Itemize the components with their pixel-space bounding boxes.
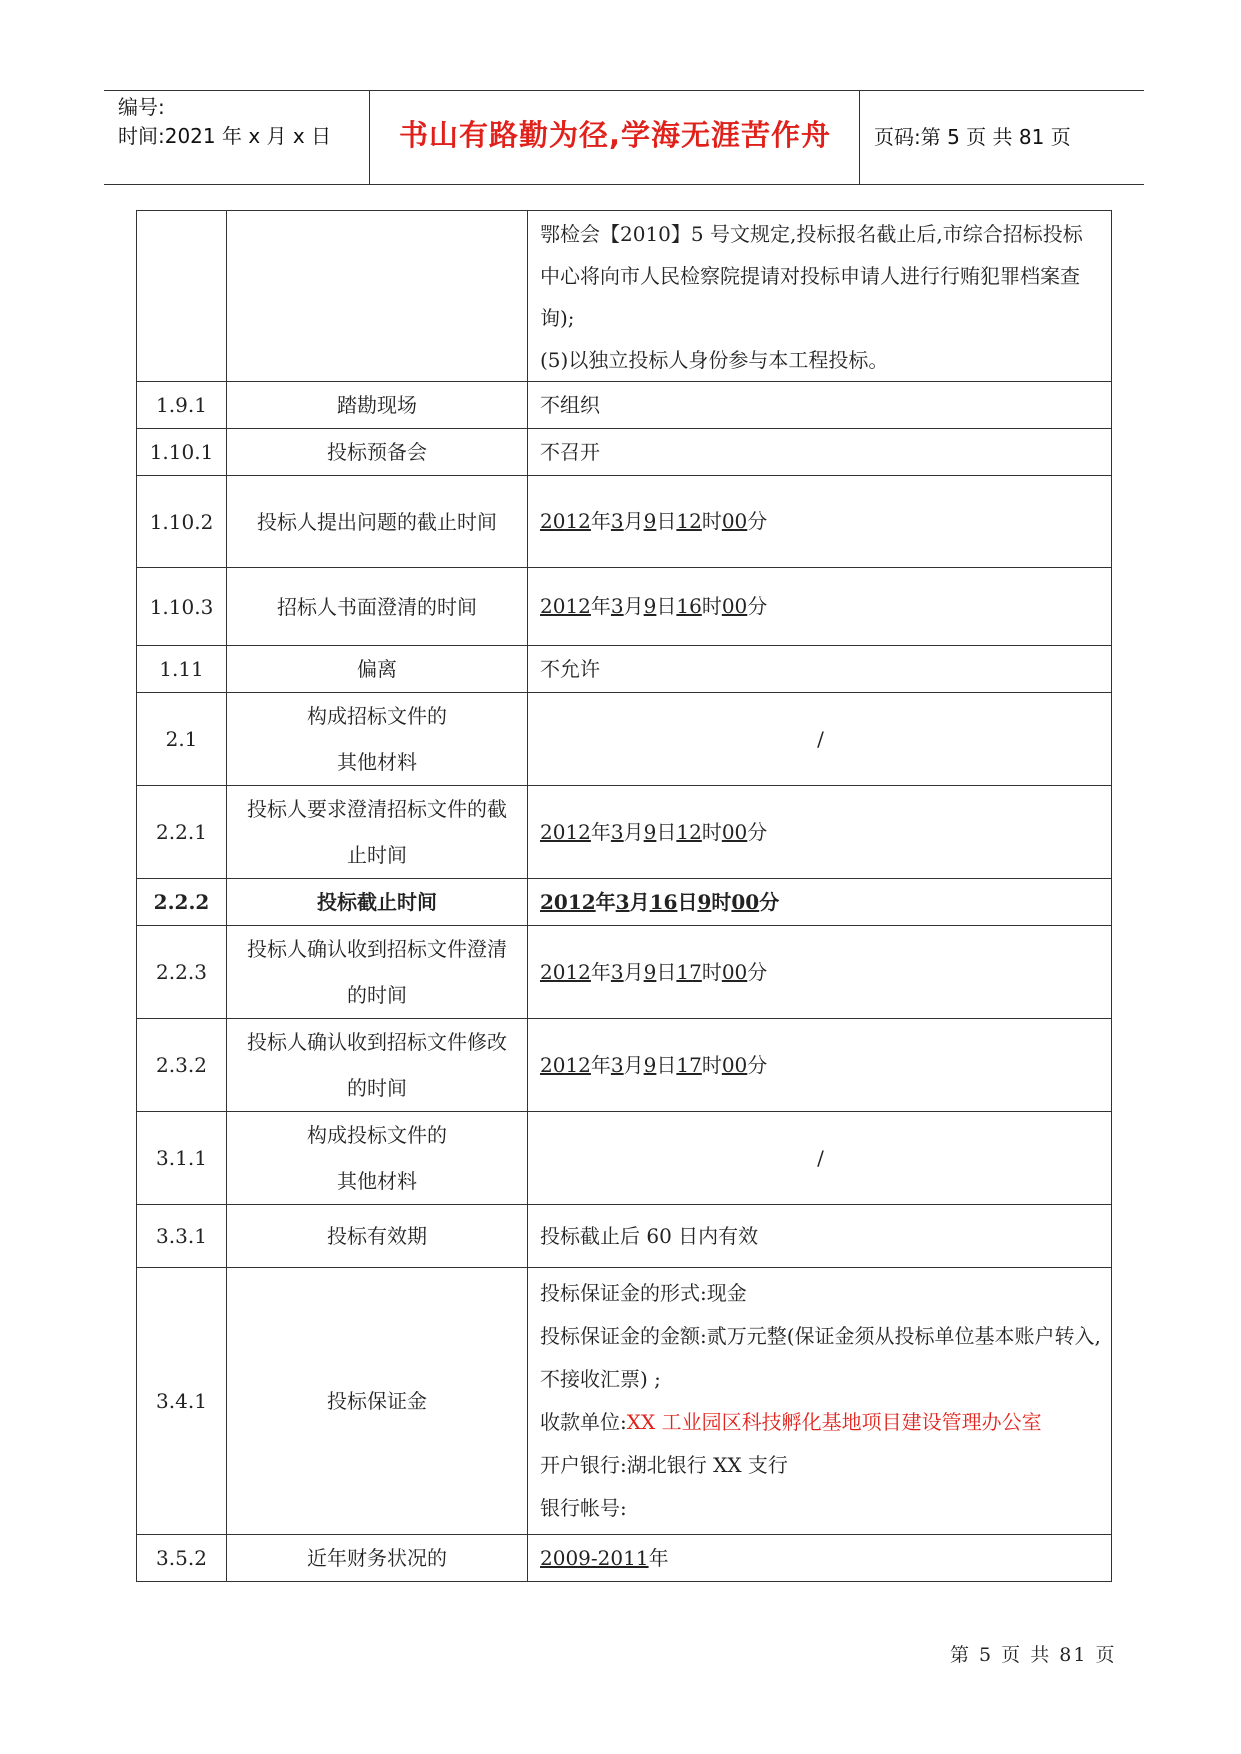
- date-y-value: 2012: [540, 509, 591, 533]
- row-date: [528, 879, 1112, 926]
- row-content: 不允许: [528, 646, 1112, 693]
- row-number: 3.5.2: [137, 1535, 227, 1582]
- payee-label: 收款单位:: [540, 1410, 627, 1434]
- table-row: [137, 786, 1112, 879]
- date-mi-value: 00: [721, 594, 748, 618]
- date-h-value: 17: [676, 1052, 702, 1077]
- row-date: [528, 1019, 1112, 1112]
- date-y-value: 2012: [540, 959, 591, 984]
- date-y-unit: 年: [590, 959, 611, 984]
- row-item-line: 构成投标文件的: [307, 1123, 447, 1147]
- row-content: 不组织: [528, 382, 1112, 429]
- row-item: 近年财务状况的: [227, 1535, 528, 1582]
- row-number: 1.10.1: [137, 429, 227, 476]
- date-d-unit: 日: [656, 1052, 677, 1077]
- date-h-unit: 时: [701, 959, 722, 984]
- content-line: 投标保证金的金额:贰万元整(保证金须从投标单位基本账户转入,不接收汇票) ;: [540, 1324, 1101, 1391]
- row-item-line: 构成招标文件的: [307, 704, 447, 728]
- table-row: [137, 926, 1112, 1019]
- row-number: 1.10.2: [137, 476, 227, 568]
- date-d-unit: 日: [656, 959, 677, 984]
- row-item-line: 其他材料: [337, 750, 417, 774]
- table-row: [137, 382, 1112, 429]
- date-y-unit: 年: [590, 509, 611, 533]
- date-mi-value: 00: [721, 1052, 748, 1077]
- row-item: [227, 693, 528, 786]
- table-row: [137, 568, 1112, 646]
- date-d-unit: 日: [677, 889, 698, 914]
- date-m-value: 3: [615, 889, 630, 914]
- content-line: 投标保证金的形式:现金: [540, 1281, 747, 1305]
- date-h-value: 17: [676, 959, 702, 984]
- date-y-value: 2012: [540, 594, 591, 618]
- row-date: [528, 568, 1112, 646]
- row-content: [528, 211, 1112, 382]
- date-m-value: 3: [610, 959, 624, 984]
- date-y-unit: 年: [595, 889, 616, 914]
- row-item: 投标人提出问题的截止时间: [227, 476, 528, 568]
- row-item: 投标人确认收到招标文件澄清的时间: [227, 926, 528, 1019]
- table-row: [137, 693, 1112, 786]
- date-d-value: 9: [643, 509, 657, 533]
- row-content: 不召开: [528, 429, 1112, 476]
- date-h-unit: 时: [701, 509, 722, 533]
- row-number: 2.3.2: [137, 1019, 227, 1112]
- row-number: [137, 211, 227, 382]
- date-h-unit: 时: [711, 889, 732, 914]
- years-suffix: 年: [648, 1545, 669, 1570]
- date-d-value: 9: [643, 1052, 657, 1077]
- table-row: [137, 1268, 1112, 1535]
- motto: 书山有路勤为径,学海无涯苦作舟: [398, 118, 832, 152]
- date-h-value: 16: [676, 594, 702, 618]
- date-y-unit: 年: [590, 819, 611, 844]
- date-h-value: 9: [697, 889, 712, 914]
- row-content: /: [528, 1112, 1112, 1205]
- date-d-value: 9: [643, 959, 657, 984]
- date-m-value: 3: [610, 509, 624, 533]
- row-item: 偏离: [227, 646, 528, 693]
- payee-line: [540, 1401, 1101, 1444]
- date-m-unit: 月: [623, 594, 644, 618]
- date-h-unit: 时: [701, 1052, 722, 1077]
- date-d-value: 9: [643, 594, 657, 618]
- date-mi-unit: 分: [747, 509, 768, 533]
- header-left: [118, 93, 331, 151]
- row-number: 2.1: [137, 693, 227, 786]
- table-row: [137, 1535, 1112, 1582]
- date-d-value: 9: [643, 819, 657, 844]
- date-h-value: 12: [676, 509, 702, 533]
- row-item: 投标人要求澄清招标文件的截止时间: [227, 786, 528, 879]
- date-m-value: 3: [610, 594, 624, 618]
- row-number: 2.2.3: [137, 926, 227, 1019]
- date-mi-unit: 分: [747, 594, 768, 618]
- date-h-unit: 时: [701, 594, 722, 618]
- table-row: [137, 211, 1112, 382]
- date-h-unit: 时: [701, 819, 722, 844]
- date-mi-value: 00: [721, 509, 748, 533]
- row-number: 2.2.2: [137, 879, 227, 926]
- date-m-unit: 月: [623, 1052, 644, 1077]
- date-y-value: 2012: [540, 889, 596, 914]
- payee-name: XX 工业园区科技孵化基地项目建设管理办公室: [626, 1410, 1042, 1434]
- row-content: [528, 1535, 1112, 1582]
- date-mi-unit: 分: [747, 959, 768, 984]
- row-item: 投标截止时间: [227, 879, 528, 926]
- page-header: [104, 90, 1144, 185]
- row-item: 投标保证金: [227, 1268, 528, 1535]
- row-date: [528, 786, 1112, 879]
- page-label: 页码:第 5 页 共 81 页: [874, 125, 1071, 149]
- content-line: (5)以独立投标人身份参与本工程投标。: [540, 348, 889, 372]
- time-label: 时间:2021 年 x 月 x 日: [118, 124, 332, 148]
- date-d-unit: 日: [656, 509, 677, 533]
- date-m-unit: 月: [629, 889, 650, 914]
- row-item: [227, 1112, 528, 1205]
- number-label: 编号:: [118, 95, 165, 119]
- date-h-value: 12: [676, 819, 702, 844]
- table-row: [137, 879, 1112, 926]
- date-mi-unit: 分: [747, 1052, 768, 1077]
- date-m-unit: 月: [623, 959, 644, 984]
- table-row: [137, 646, 1112, 693]
- row-date: [528, 476, 1112, 568]
- row-item: [227, 211, 528, 382]
- date-d-unit: 日: [656, 594, 677, 618]
- row-item: 投标人确认收到招标文件修改的时间: [227, 1019, 528, 1112]
- row-number: 1.9.1: [137, 382, 227, 429]
- table-row: [137, 1112, 1112, 1205]
- account-line: 银行帐号:: [540, 1496, 627, 1520]
- row-number: 3.1.1: [137, 1112, 227, 1205]
- row-number: 3.4.1: [137, 1268, 227, 1535]
- date-mi-value: 00: [721, 959, 748, 984]
- date-m-value: 3: [610, 1052, 624, 1077]
- row-number: 1.10.3: [137, 568, 227, 646]
- table-row: [137, 476, 1112, 568]
- row-item: 投标有效期: [227, 1205, 528, 1268]
- bid-info-table: [136, 210, 1112, 1582]
- content-line: 鄂检会【2010】5 号文规定,投标报名截止后,市综合招标投标中心将向市人民检察院提请对投标申请人进行行贿犯罪档案查询);: [540, 222, 1083, 330]
- date-y-value: 2012: [540, 1052, 591, 1077]
- date-y-value: 2012: [540, 819, 591, 844]
- date-y-unit: 年: [590, 594, 611, 618]
- date-m-unit: 月: [623, 819, 644, 844]
- date-mi-value: 00: [731, 889, 760, 914]
- row-content: 投标截止后 60 日内有效: [528, 1205, 1112, 1268]
- date-d-unit: 日: [656, 819, 677, 844]
- date-mi-unit: 分: [747, 819, 768, 844]
- page-footer: 第 5 页 共 81 页: [950, 1644, 1117, 1666]
- bank-line: 开户银行:湖北银行 XX 支行: [540, 1453, 788, 1477]
- date-y-unit: 年: [590, 1052, 611, 1077]
- row-content: /: [528, 693, 1112, 786]
- row-number: 3.3.1: [137, 1205, 227, 1268]
- row-number: 1.11: [137, 646, 227, 693]
- years-value: 2009-2011: [540, 1545, 649, 1570]
- table-row: [137, 429, 1112, 476]
- date-d-value: 16: [649, 889, 678, 914]
- date-m-value: 3: [610, 819, 624, 844]
- date-mi-unit: 分: [759, 889, 780, 914]
- date-m-unit: 月: [623, 509, 644, 533]
- row-content: [528, 1268, 1112, 1535]
- row-date: [528, 926, 1112, 1019]
- table-row: [137, 1205, 1112, 1268]
- row-item: 踏勘现场: [227, 382, 528, 429]
- date-mi-value: 00: [721, 819, 748, 844]
- table-row: [137, 1019, 1112, 1112]
- row-item: 投标预备会: [227, 429, 528, 476]
- row-item: 招标人书面澄清的时间: [227, 568, 528, 646]
- row-number: 2.2.1: [137, 786, 227, 879]
- row-item-line: 其他材料: [337, 1169, 417, 1193]
